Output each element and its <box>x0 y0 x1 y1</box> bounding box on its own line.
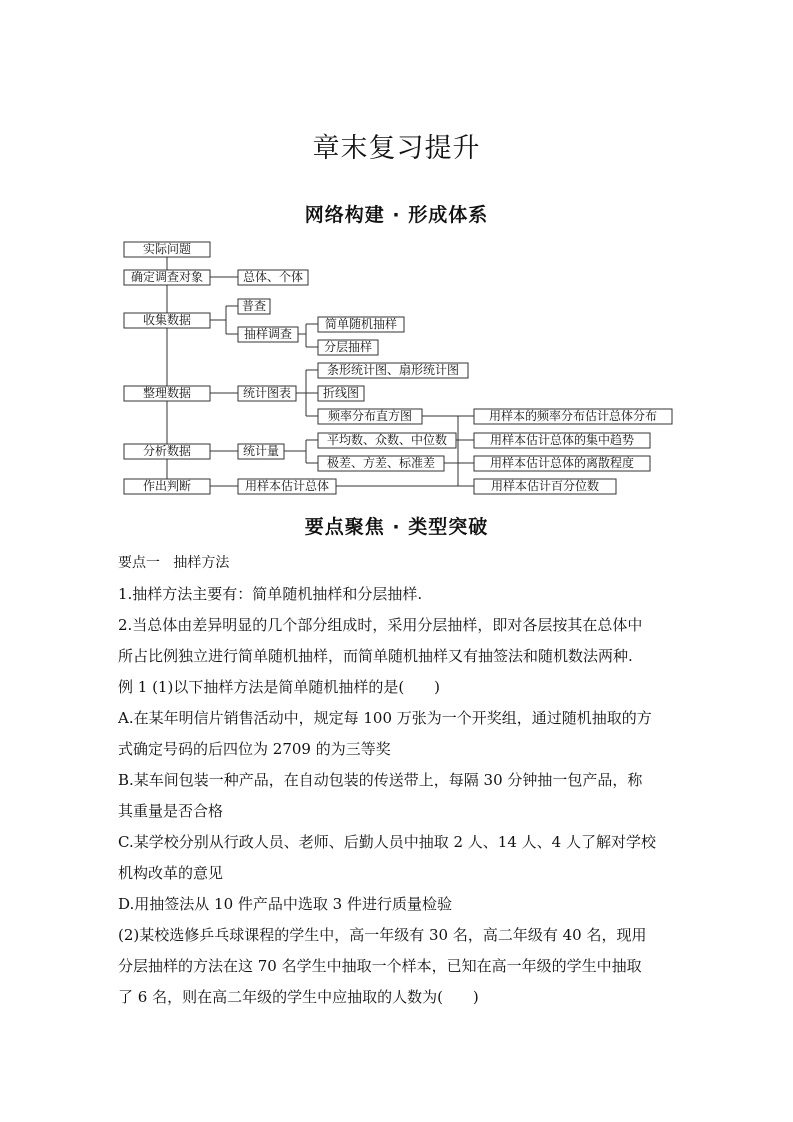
box-est-percentile <box>474 478 616 494</box>
box-col1-2 <box>124 312 210 328</box>
box-statistics <box>238 443 284 459</box>
text-line: D.用抽签法从 10 件产品中选取 3 件进行质量检验 <box>118 895 452 913</box>
svg-text:用样本估计总体的集中趋势: 用样本估计总体的集中趋势 <box>489 433 635 447</box>
box-est-dispersion <box>474 455 650 471</box>
box-col1-4 <box>124 443 210 459</box>
box-label: 收集数据 <box>142 313 192 327</box>
box-est-distribution <box>474 408 672 424</box>
text-line: 式确定号码的后四位为 2709 的为三等奖 <box>118 740 391 758</box>
box-dispersion <box>318 455 444 471</box>
section-heading-network: 网络构建 · 形成体系 <box>304 204 489 226</box>
svg-text:总体、个体: 总体、个体 <box>242 270 304 284</box>
box-col1-5 <box>124 478 210 494</box>
main-text <box>118 548 678 1013</box>
box-label: 实际问题 <box>142 242 192 256</box>
box-population <box>238 269 308 285</box>
svg-text:用样本估计百分位数: 用样本估计百分位数 <box>490 479 600 493</box>
svg-text:用样本估计总体的离散程度: 用样本估计总体的离散程度 <box>489 456 635 470</box>
box-col1-0 <box>124 241 210 257</box>
text-line: 所占比例独立进行简单随机抽样，而简单随机抽样又有抽签法和随机数法两种. <box>118 647 633 665</box>
svg-text:折线图: 折线图 <box>322 386 360 400</box>
svg-text:条形统计图、扇形统计图: 条形统计图、扇形统计图 <box>326 363 460 377</box>
keypoint-label: 要点一 <box>118 555 160 571</box>
text-line: 机构改革的意见 <box>118 864 224 882</box>
svg-text:用样本的频率分布估计总体分布: 用样本的频率分布估计总体分布 <box>488 409 658 423</box>
svg-text:分层抽样: 分层抽样 <box>323 340 373 354</box>
box-line <box>318 385 364 401</box>
box-sampling-survey <box>238 326 298 342</box>
text-line: C.某学校分别从行政人员、老师、后勤人员中抽取 2 人、14 人、4 人了解对学校 <box>118 833 656 851</box>
box-col1-1 <box>124 269 210 285</box>
text-line: 2.当总体由差异明显的几个部分组成时，采用分层抽样，即对各层按其在总体中 <box>118 616 643 634</box>
box-label: 整理数据 <box>142 386 192 400</box>
text-line: 1.抽样方法主要有：简单随机抽样和分层抽样. <box>118 585 423 603</box>
page-title: 章末复习提升 <box>312 133 481 164</box>
text-line: 分层抽样的方法在这 70 名学生中抽取一个样本，已知在高一年级的学生中抽取 <box>118 957 642 975</box>
svg-text:用样本估计总体: 用样本估计总体 <box>244 479 330 493</box>
box-label: 作出判断 <box>142 479 192 493</box>
svg-text:普查: 普查 <box>241 299 267 313</box>
text-line: (2)某校选修乒乓球课程的学生中，高一年级有 30 名，高二年级有 40 名，现用 <box>118 926 647 944</box>
section-heading-keypoints: 要点聚焦 · 类型突破 <box>304 516 489 538</box>
svg-text:简单随机抽样: 简单随机抽样 <box>324 317 398 331</box>
box-label: 分析数据 <box>142 444 192 458</box>
text-line: 例 1 (1)以下抽样方法是简单随机抽样的是( ) <box>118 678 441 696</box>
svg-text:平均数、众数、中位数: 平均数、众数、中位数 <box>326 433 448 447</box>
box-col1-3 <box>124 385 210 401</box>
svg-text:频率分布直方图: 频率分布直方图 <box>327 409 413 423</box>
box-charts <box>238 385 296 401</box>
text-line: A.在某年明信片销售活动中，规定每 100 万张为一个开奖组，通过随机抽取的方 <box>118 709 652 727</box>
keypoint-heading <box>118 548 678 579</box>
box-estimate <box>238 478 336 494</box>
box-histogram <box>318 408 422 424</box>
svg-text:统计量: 统计量 <box>242 444 280 458</box>
box-label: 确定调查对象 <box>130 270 204 284</box>
box-bar-pie <box>318 362 468 378</box>
svg-text:抽样调查: 抽样调查 <box>243 327 293 341</box>
box-stratified <box>318 339 378 355</box>
text-line: 其重量是否合格 <box>118 802 224 820</box>
text-line: B.某车间包装一种产品，在自动包装的传送带上，每隔 30 分钟抽一包产品，称 <box>118 771 643 789</box>
keypoint-topic: 抽样方法 <box>173 555 230 571</box>
box-srs <box>318 316 404 332</box>
box-central <box>318 432 456 448</box>
box-census <box>238 298 270 314</box>
text-line: 了 6 名，则在高二年级的学生中应抽取的人数为( ) <box>118 988 479 1006</box>
svg-text:极差、方差、标准差: 极差、方差、标准差 <box>326 456 436 470</box>
svg-text:统计图表: 统计图表 <box>242 386 292 400</box>
box-est-central <box>474 432 650 448</box>
